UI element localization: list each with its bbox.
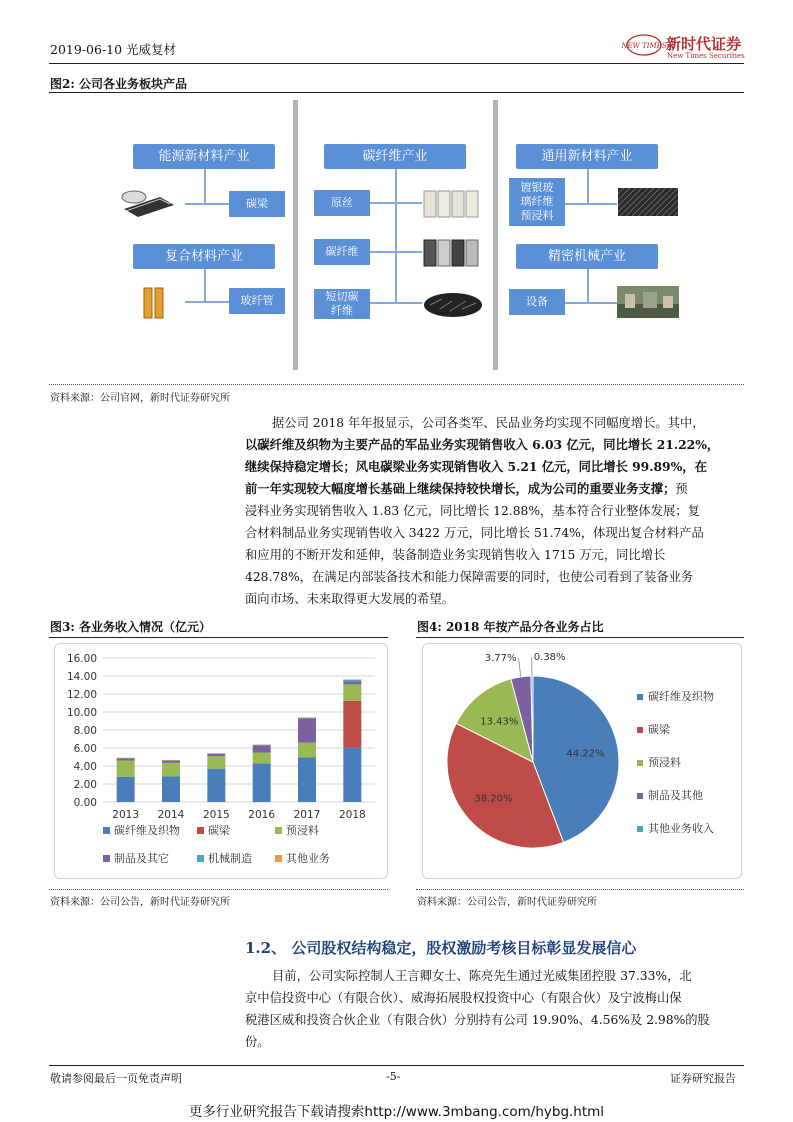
para-line: 合材料制品业务实现销售收入 3422 万元，同比增长 51.74%，体现出复合材料产品 xyxy=(245,526,704,540)
pie-value-label: 38.20% xyxy=(474,793,513,805)
legend-swatch xyxy=(637,727,643,733)
fig3-chart-frame xyxy=(54,643,388,879)
legend-label: 制品及其它 xyxy=(114,852,169,865)
product-glass-fiber-tube: 玻纤管 xyxy=(229,288,285,314)
pie-value-label: 0.38% xyxy=(533,652,566,664)
legend-label: 碳梁 xyxy=(648,723,670,736)
para-line: 和应用的不断开发和延伸，装备制造业务实现销售收入 1715 万元，同比增长 xyxy=(245,548,666,562)
y-tick-label: 12.00 xyxy=(66,689,97,701)
legend-label: 制品及其他 xyxy=(648,789,703,802)
legend-swatch xyxy=(275,855,282,862)
bar-segment xyxy=(117,758,135,759)
fig3-source: 资料来源：公司公告，新时代证券研究所 xyxy=(50,897,230,908)
x-tick-label: 2018 xyxy=(338,809,366,821)
x-tick-label: 2013 xyxy=(112,809,140,821)
bar-segment xyxy=(207,769,225,802)
legend-swatch xyxy=(637,760,643,766)
para-line: 据公司 2018 年年报显示，公司各类军、民品业务均实现不同幅度增长。其中， xyxy=(272,416,705,430)
fig2-source: 资料来源：公司官网，新时代证券研究所 xyxy=(50,393,230,404)
download-banner[interactable]: 更多行业研究报告下载请搜索http://www.3mbang.com/hybg.html xyxy=(188,1104,605,1120)
header-date-title: 2019-06-10 光威复材 xyxy=(50,42,177,57)
bar-segment xyxy=(343,684,361,700)
bar-segment xyxy=(117,761,135,777)
legend-label: 机械制造 xyxy=(208,852,252,865)
category-precision-machinery: 精密机械产业 xyxy=(516,244,658,269)
bar-segment xyxy=(117,758,135,759)
legend-label: 预浸料 xyxy=(648,756,681,769)
category-composite-materials: 复合材料产业 xyxy=(133,244,275,269)
logo-text: NEW TIMES xyxy=(621,42,667,50)
x-tick-label: 2015 xyxy=(202,809,230,821)
legend-swatch xyxy=(637,826,643,832)
bar-segment xyxy=(117,758,135,760)
product-carbon-beam: 碳梁 xyxy=(229,191,285,217)
bar-segment xyxy=(253,745,271,752)
column-separator xyxy=(293,100,298,370)
bar-segment xyxy=(343,701,361,748)
product-silvered-glass-fiber-prepreg: 镀银玻 璃纤维 预浸料 xyxy=(509,178,565,226)
fig4-caption: 图4: 2018 年按产品分各业务占比 xyxy=(417,620,604,634)
bar-segment xyxy=(253,745,271,746)
bar-chart xyxy=(55,644,387,878)
bar-segment xyxy=(207,754,225,756)
footer-report-type: 证券研究报告 xyxy=(670,1072,736,1085)
category-general-materials: 通用新材料产业 xyxy=(516,144,658,169)
bar-segment xyxy=(207,756,225,769)
bar-segment xyxy=(298,717,316,718)
legend-swatch xyxy=(275,827,282,834)
y-tick-label: 4.00 xyxy=(73,761,97,773)
x-tick-label: 2017 xyxy=(293,809,321,821)
legend-swatch xyxy=(637,793,643,799)
y-tick-label: 6.00 xyxy=(73,743,97,755)
bar-segment xyxy=(253,753,271,764)
bar-segment xyxy=(207,754,225,755)
glass-fiber-tube-image xyxy=(142,288,166,318)
brand-name-cn: 新时代证券 xyxy=(666,35,742,53)
column-separator xyxy=(493,100,498,370)
para-line-bold: 以碳纤维及织物为主要产品的军品业务实现销售收入 6.03 亿元，同比增长 21.22%， xyxy=(245,437,720,452)
para-line: 目前，公司实际控制人王言卿女士、陈亮先生通过光威集团控股 37.33%，北 xyxy=(272,969,692,983)
bar-segment xyxy=(162,776,180,802)
para-line: 税港区威和投资合伙企业（有限合伙）分别持有公司 19.90%、4.56%及 2.98%的股 xyxy=(245,1013,710,1027)
bar-segment xyxy=(298,718,316,742)
bar-segment xyxy=(298,757,316,802)
product-equipment: 设备 xyxy=(509,289,565,315)
category-carbon-fiber: 碳纤维产业 xyxy=(324,144,466,169)
section-paragraph xyxy=(245,965,745,1053)
pie-value-label: 44.22% xyxy=(566,748,605,760)
legend-label: 碳梁 xyxy=(208,824,230,837)
legend-swatch xyxy=(103,827,110,834)
y-tick-label: 8.00 xyxy=(73,725,97,737)
x-tick-label: 2016 xyxy=(248,809,276,821)
fig4-chart-frame xyxy=(422,643,742,879)
bar-segment xyxy=(162,760,180,761)
fig2-diagram xyxy=(50,95,743,380)
bar-segment xyxy=(343,680,361,682)
y-tick-label: 16.00 xyxy=(66,653,97,665)
para-line: 面向市场、未来取得更大发展的希望。 xyxy=(245,592,455,606)
leader-line xyxy=(519,658,521,677)
bar-segment xyxy=(162,761,180,763)
pie-value-label: 13.43% xyxy=(480,716,519,728)
fig2-caption: 图2: 公司各业务板块产品 xyxy=(50,77,187,91)
legend-swatch xyxy=(103,855,110,862)
bar-segment xyxy=(343,679,361,680)
para-line: 428.78%，在满足内部装备技术和能力保障需要的同时，也使公司看到了装备业务 xyxy=(245,570,694,584)
product-precursor: 原丝 xyxy=(314,190,370,216)
brand-logo xyxy=(621,33,667,57)
bar-segment xyxy=(298,718,316,719)
prepreg-image xyxy=(617,186,679,218)
pie-value-label: 3.77% xyxy=(484,653,517,665)
x-tick-label: 2014 xyxy=(157,809,185,821)
para-line-mixed: 前一年实现较大幅度增长基础上继续保持较快增长，成为公司的重要业务支撑；预 xyxy=(245,481,688,496)
footer-disclaimer: 敬请参阅最后一页免责声明 xyxy=(50,1072,182,1085)
equipment-image xyxy=(617,286,679,318)
header-rule xyxy=(49,63,744,64)
para-line: 京中信投资中心（有限合伙）、威海拓展股权投资中心（有限合伙）及宁波梅山保 xyxy=(245,991,682,1005)
page-number: -5- xyxy=(386,1070,401,1083)
legend-label: 碳纤维及织物 xyxy=(648,690,714,703)
brand-name-en: New Times Securities xyxy=(667,52,745,60)
legend-swatch xyxy=(197,827,204,834)
y-tick-label: 14.00 xyxy=(66,671,97,683)
product-carbon-fiber: 碳纤维 xyxy=(314,239,370,265)
bar-segment xyxy=(162,763,180,777)
bar-segment xyxy=(343,681,361,684)
y-tick-label: 0.00 xyxy=(73,797,97,809)
bar-segment xyxy=(298,743,316,758)
bar-segment xyxy=(162,760,180,761)
chopped-fiber-image xyxy=(422,287,484,319)
precursor-image xyxy=(422,187,484,219)
legend-label: 其他业务 xyxy=(286,852,330,865)
legend-label: 碳纤维及织物 xyxy=(114,824,180,837)
fig2-caption-rule xyxy=(49,92,744,93)
fig4-source: 资料来源：公司公告，新时代证券研究所 xyxy=(417,897,597,908)
product-chopped-carbon-fiber: 短切碳 纤维 xyxy=(314,289,370,319)
section-heading: 1.2、 公司股权结构稳定，股权激励考核目标彰显发展信心 xyxy=(245,939,637,957)
bar-segment xyxy=(253,763,271,802)
fig4-caption-rule xyxy=(416,637,744,638)
legend-swatch xyxy=(197,855,204,862)
para-line: 份。 xyxy=(245,1035,270,1049)
y-tick-label: 10.00 xyxy=(66,707,97,719)
legend-swatch xyxy=(637,694,643,700)
carbon-fiber-spool-image xyxy=(422,236,484,268)
category-energy-materials: 能源新材料产业 xyxy=(133,144,275,169)
footer-rule xyxy=(49,1065,744,1066)
y-tick-label: 2.00 xyxy=(73,779,97,791)
para-line-bold: 继续保持稳定增长；风电碳梁业务实现销售收入 5.21 亿元，同比增长 99.89%，在 xyxy=(245,459,707,474)
bar-segment xyxy=(207,753,225,754)
legend-label: 预浸料 xyxy=(286,824,319,837)
para-line: 浸料业务实现销售收入 1.83 亿元，同比增长 12.88%，基本符合行业整体发展；复 xyxy=(245,504,700,518)
pie-chart xyxy=(423,644,741,878)
bar-segment xyxy=(117,777,135,802)
bar-segment xyxy=(343,748,361,802)
fig3-caption-rule xyxy=(49,637,388,638)
body-paragraph xyxy=(245,412,745,610)
fig3-caption: 图3: 各业务收入情况（亿元） xyxy=(50,620,211,634)
carbon-beam-image xyxy=(120,187,178,219)
legend-label: 其他业务收入 xyxy=(648,822,714,835)
